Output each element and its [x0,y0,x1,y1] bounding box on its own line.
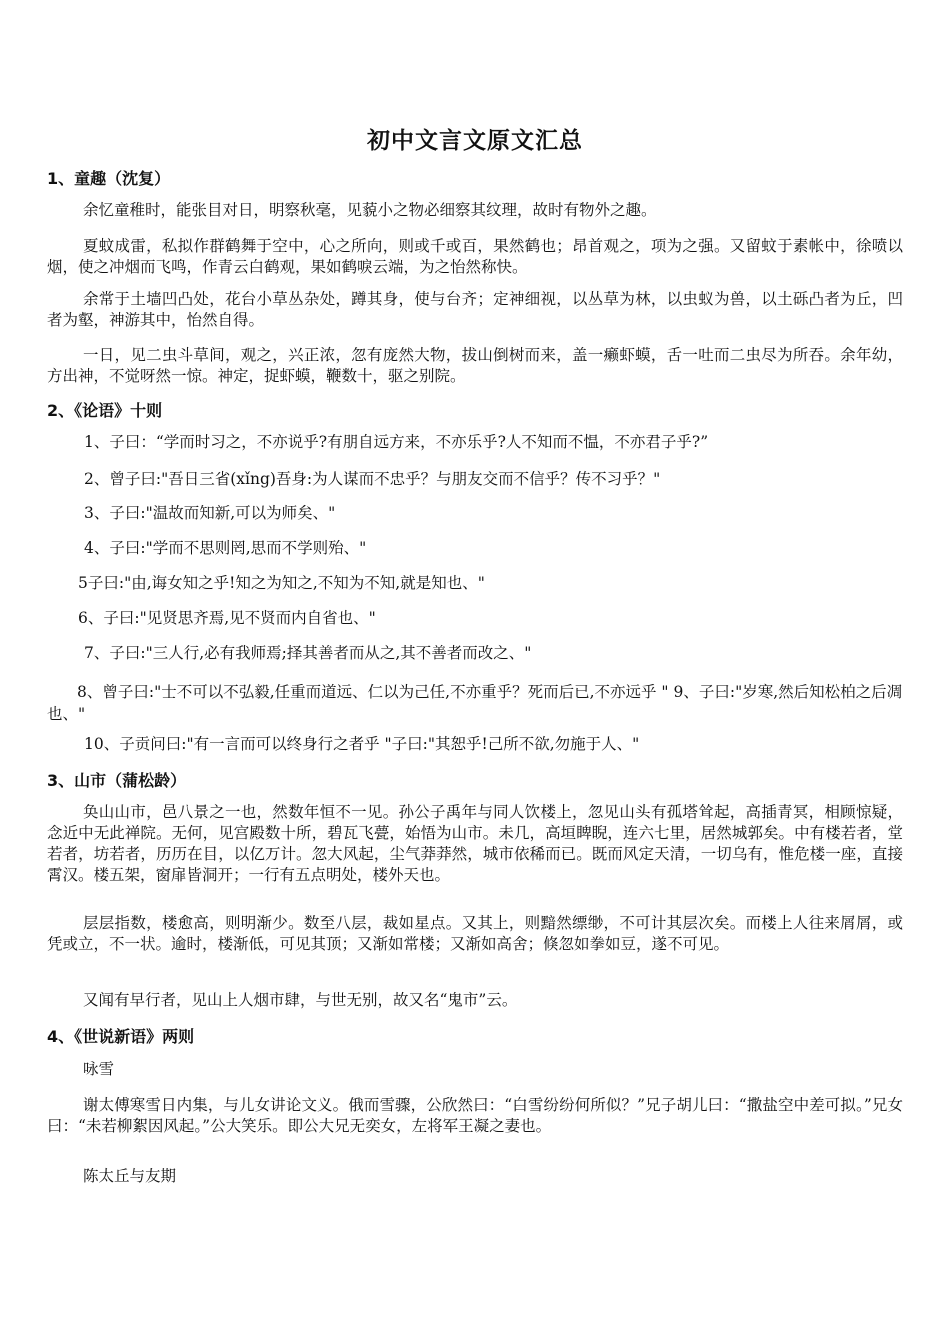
paragraph: 又闻有早行者，见山上人烟市肆，与世无别，故又名“鬼市”云。 [83,991,518,1009]
list-item: 2、曾子曰:"吾日三省(xǐng)吾身:为人谋而不忠乎？与朋友交而不信乎？传不习乎？" [84,470,661,488]
paragraph: 奂山山市，邑八景之一也，然数年恒不一见。孙公子禹年与同人饮楼上，忽见山头有孤塔耸起，高插青冥，相顾惊疑，念近中无此禅院。无何，见宫殿数十所，碧瓦飞甍，始悟为山市。未几，高垣睥睨，连六七里，居然城郭矣。中有楼若者，堂若者，坊若者，历历在目，以亿万计。忽大风起，尘气莽莽然，城市依稀而已。既而风定天清，一切乌有，惟危楼一座，直接霄汉。楼五架，窗扉皆洞开；一行有五点明处，楼外天也。 [47,803,903,884]
list-item: 7、子曰:"三人行,必有我师焉;择其善者而从之,其不善者而改之、" [84,644,532,662]
subheading-yongxue: 咏雪 [83,1060,115,1078]
list-item: 10、子贡问曰:"有一言而可以终身行之者乎 "子曰:"其恕乎!己所不欲,勿施于人、" [84,735,640,753]
section-heading-lunyu: 2、《论语》十则 [47,401,163,420]
list-item: 4、子曰:"学而不思则罔,思而不学则殆、" [84,539,367,557]
paragraph: 余忆童稚时，能张目对日，明察秋毫，见藐小之物必细察其纹理，故时有物外之趣。 [83,201,657,219]
list-item: 6、子曰:"见贤思齐焉,见不贤而内自省也、" [78,609,376,627]
list-item: 3、子曰:"温故而知新,可以为师矣、" [84,504,336,522]
section-heading-shishuo: 4、《世说新语》两则 [47,1027,195,1046]
paragraph: 层层指数，楼愈高，则明渐少。数至八层，裁如星点。又其上，则黯然缥缈，不可计其层次矣。而楼上人往来屑屑，或凭或立，不一状。逾时，楼渐低，可见其顶；又渐如常楼；又渐如高舍；倏忽如拳如豆，遂不可见。 [47,914,903,953]
page-title: 初中文言文原文汇总 [367,127,583,154]
list-item: 8、曾子曰:"士不可以不弘毅,任重而道远、仁以为己任,不亦重乎？死而后已,不亦远乎 " 9、子曰:"岁寒,然后知松柏之后凋也、" [47,683,903,723]
list-item: 5子曰:"由,诲女知之乎!知之为知之,不知为不知,就是知也、" [78,574,485,592]
paragraph: 谢太傅寒雪日内集，与儿女讲论文义。俄而雪骤，公欣然曰：“白雪纷纷何所似？”兄子胡儿曰：“撒盐空中差可拟。”兄女曰：“未若柳絮因风起。”公大笑乐。即公大兄无奕女，左将军王凝之妻也。 [47,1096,903,1135]
paragraph: 一日，见二虫斗草间，观之，兴正浓，忽有庞然大物，拔山倒树而来，盖一癞虾蟆，舌一吐而二虫尽为所吞。余年幼，方出神，不觉呀然一惊。神定，捉虾蟆，鞭数十，驱之别院。 [47,346,903,385]
list-item: 1、子曰：“学而时习之，不亦说乎?有朋自远方来，不亦乐乎?人不知而不愠，不亦君子乎?” [84,433,709,451]
section-heading-tongqu: 1、童趣（沈复） [47,169,171,188]
subheading-chentaiqiu: 陈太丘与友期 [83,1167,177,1185]
section-heading-shanshi: 3、山市（蒲松龄） [47,771,187,790]
paragraph: 夏蚊成雷，私拟作群鹤舞于空中，心之所向，则或千或百，果然鹤也；昂首观之，项为之强。又留蚊于素帐中，徐喷以烟，使之冲烟而飞鸣，作青云白鹤观，果如鹤唳云端，为之怡然称快。 [47,237,903,276]
paragraph: 余常于土墙凹凸处，花台小草丛杂处，蹲其身，使与台齐；定神细视，以丛草为林，以虫蚁为兽，以土砾凸者为丘，凹者为壑，神游其中，怡然自得。 [47,290,903,329]
